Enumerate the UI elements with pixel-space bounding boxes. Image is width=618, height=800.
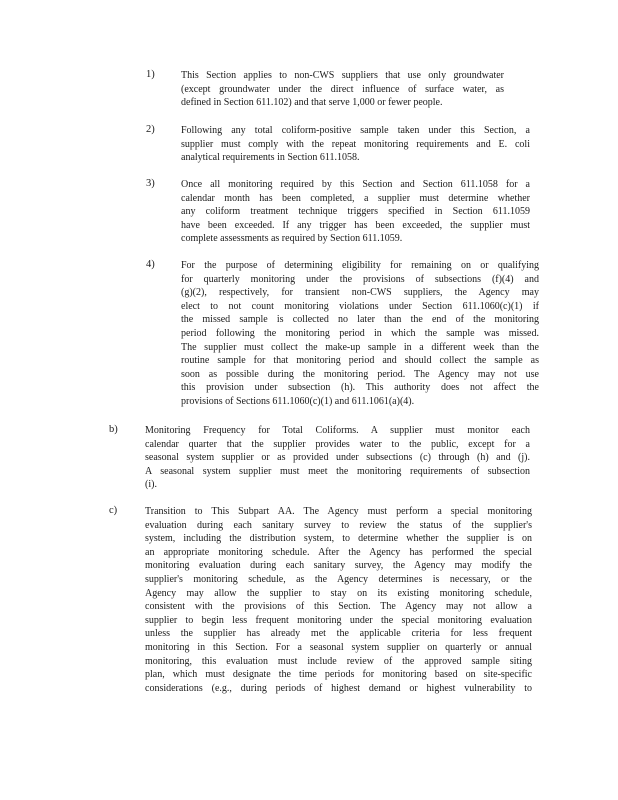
text-line: monitoring in this Section. For a seasonal system supplier on quarterly or annual [145, 641, 532, 653]
item-label: 1) [146, 69, 155, 80]
text-line: calendar quarter that the supplier provides water to the public, except for a [145, 438, 530, 450]
text-line: analytical requirements in Section 611.1058. [181, 152, 360, 164]
text-line: provisions of Sections 611.1060(c)(1) and 611.1061(a)(4). [181, 395, 415, 407]
text-line: seasonal system supplier or as provided under subsections (c) through (h) and (j). [145, 452, 530, 464]
text-line: considerations (e.g., during periods of highest demand or highest vulnerability to [145, 682, 532, 694]
text-line: unless the supplier has already met the applicable criteria for less frequent [145, 628, 532, 640]
text-line: soon as possible during the monitoring period. The Agency may not use [181, 368, 539, 380]
paragraph-c [145, 505, 532, 695]
text-line: an appropriate monitoring schedule. After the Agency has performed the special [145, 546, 532, 558]
text-line: supplier must comply with the repeat monitoring requirements and E. coli [181, 138, 530, 150]
text-line: For the purpose of determining eligibility for remaining on or qualifying [181, 260, 539, 271]
text-line: this provision under subsection (h). This authority does not affect the [181, 382, 539, 394]
text-line: A seasonal system supplier must meet the monitoring requirements of subsection [145, 465, 530, 477]
text-line: system, including the distribution system, to determine whether the supplier is on [145, 533, 532, 545]
text-line: (g)(2), respectively, for transient non-CWS suppliers, the Agency may [181, 287, 539, 299]
item-label: 4) [146, 259, 155, 270]
text-line: supplier's monitoring schedule, as the Agency determines is necessary, or the [145, 573, 532, 585]
text-line: monitoring, this evaluation must include review of the approved sample siting [145, 655, 532, 667]
paragraph-3 [181, 178, 530, 246]
text-line: This Section applies to non-CWS suppliers that use only groundwater [181, 70, 504, 81]
text-line: period following the monitoring period in which the sample was missed. [181, 327, 539, 339]
item-label: 3) [146, 178, 155, 189]
text-line: consistent with the provisions of this Section. The Agency may not allow a [145, 601, 532, 613]
text-line: monitoring evaluation during each sanitary survey, the Agency may modify the [145, 560, 532, 572]
text-line: routine sample for that monitoring period and should collect the sample as [181, 355, 539, 367]
paragraph-4 [181, 259, 539, 409]
text-line: supplier to begin less frequent monitoring under the special monitoring evaluation [145, 614, 532, 626]
text-line: calendar month has been completed, a supplier must determine whether [181, 192, 530, 204]
text-line: plan, which must designate the time periods for monitoring based on site-specific [145, 669, 532, 681]
item-label: c) [109, 505, 118, 516]
text-line: evaluation during each sanitary survey to review the status of the supplier's [145, 519, 532, 531]
text-line: defined in Section 611.102) and that serve 1,000 or fewer people. [181, 97, 443, 109]
paragraph-1 [181, 69, 504, 110]
text-line: elect to not count monitoring violations under Section 611.1060(c)(1) if [181, 300, 539, 312]
text-line: Agency may allow the supplier to stay on its existing monitoring schedule, [145, 587, 532, 599]
text-line: any coliform treatment technique triggers specified in Section 611.1059 [181, 206, 530, 218]
text-line: Following any total coliform-positive sample taken under this Section, a [181, 125, 530, 136]
text-line: have been exceeded. If any trigger has been exceeded, the supplier must [181, 219, 530, 231]
item-label: b) [109, 424, 118, 435]
text-line: (except groundwater under the direct influence of surface water, as [181, 83, 504, 95]
text-line: the missed sample is collected no later than the end of the monitoring [181, 314, 539, 326]
text-line: Once all monitoring required by this Section and Section 611.1058 for a [181, 179, 530, 190]
text-line: (i). [145, 479, 157, 491]
text-line: Monitoring Frequency for Total Coliforms. A supplier must monitor each [145, 425, 530, 436]
text-line: complete assessments as required by Section 611.1059. [181, 233, 403, 245]
paragraph-b [145, 424, 530, 492]
item-label: 2) [146, 124, 155, 135]
text-line: The supplier must collect the make-up sample in a different week than the [181, 341, 539, 353]
paragraph-2 [181, 124, 530, 165]
text-line: Transition to This Subpart AA. The Agency must perform a special monitoring [145, 506, 532, 517]
text-line: for quarterly monitoring under the provisions of subsections (f)(4) and [181, 273, 539, 285]
